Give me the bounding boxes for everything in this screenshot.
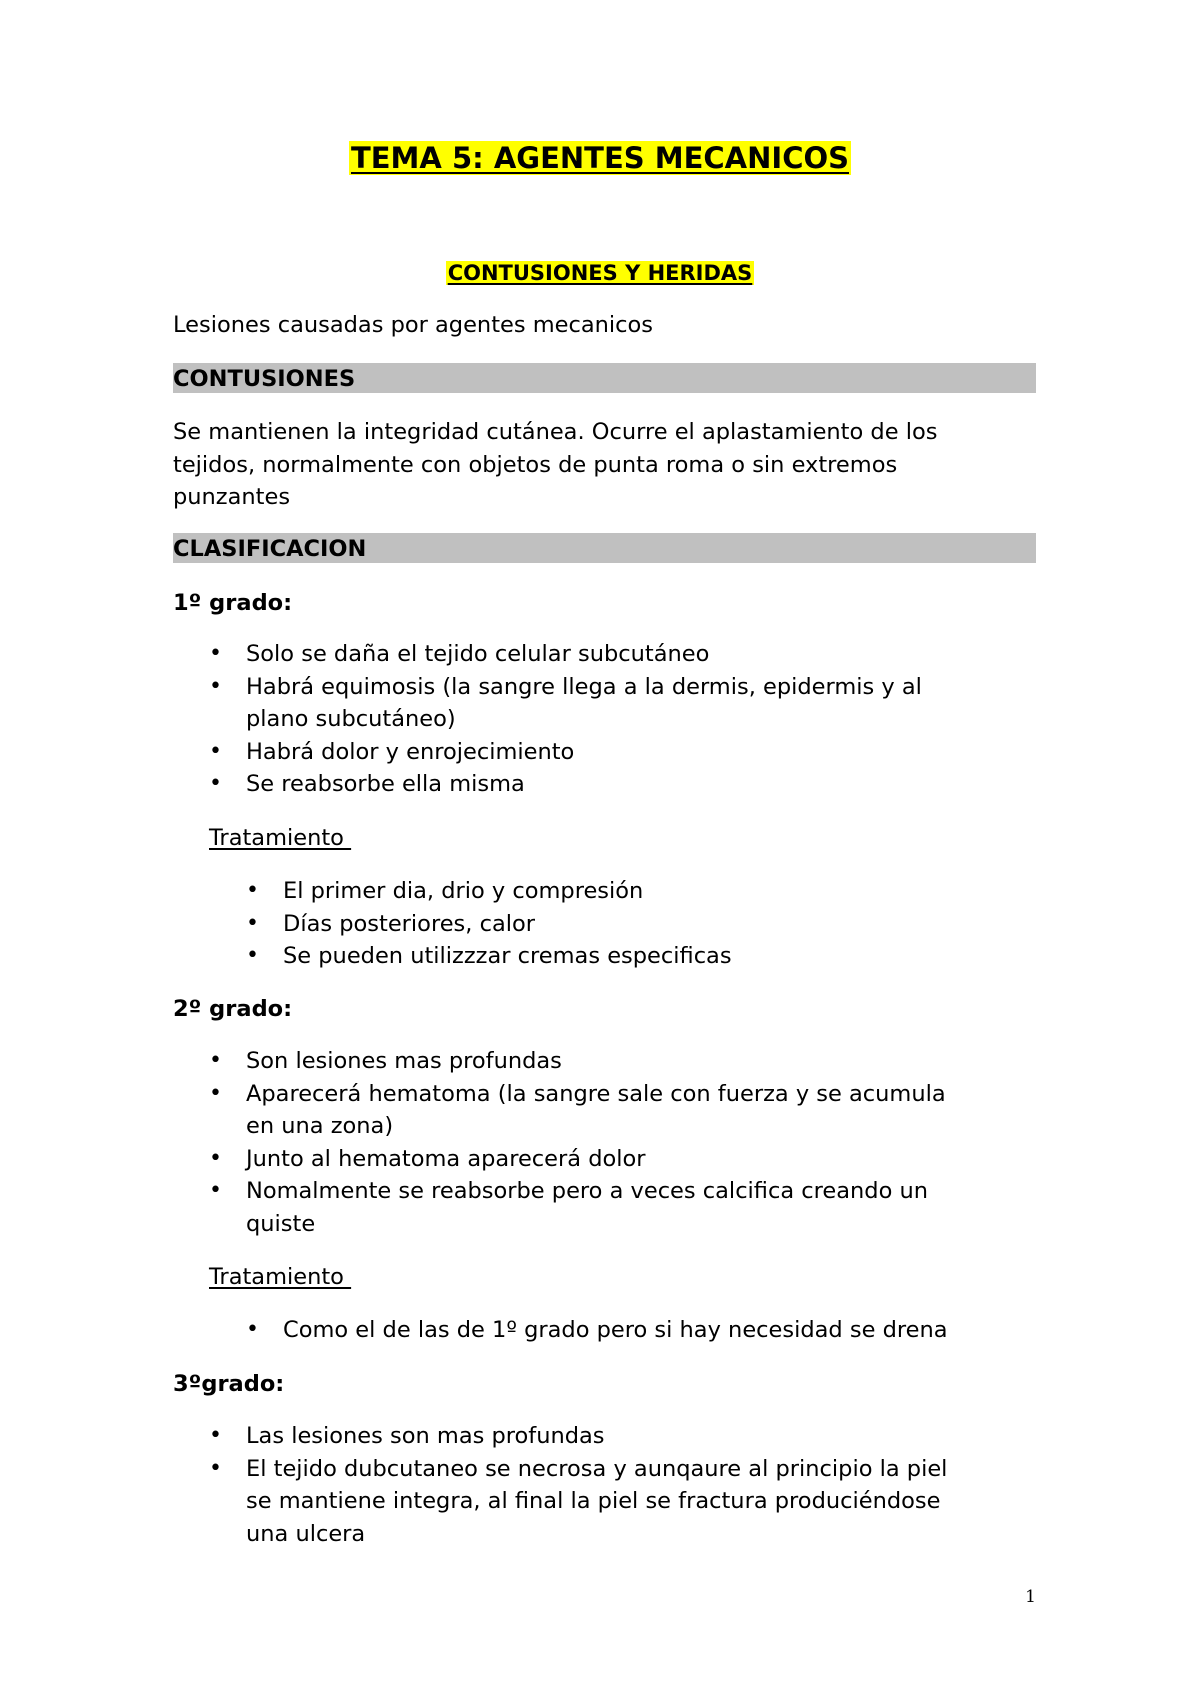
list-item: • Nomalmente se reabsorbe pero a veces calcifica creando un quiste <box>209 1175 946 1240</box>
list-item: • Se pueden utilizzzar cremas especificas <box>246 940 732 973</box>
page-number: 1 <box>1025 1587 1036 1607</box>
bullet-icon: • <box>209 1145 222 1171</box>
list-item: • Habrá equimosis (la sangre llega a la dermis, epidermis y al plano subcutáneo) <box>209 671 922 736</box>
grado-1-treatment-label: Tratamiento <box>209 825 352 851</box>
grado-1-heading: 1º grado: <box>173 590 293 616</box>
list-item: • El primer dia, drio y compresión <box>246 875 732 908</box>
title-block <box>0 141 1200 175</box>
list-item: • Las lesiones son mas profundas <box>209 1420 947 1453</box>
grado-2-list <box>209 1045 946 1240</box>
list-item: • Días posteriores, calor <box>246 908 732 941</box>
list-item: • Aparecerá hematoma (la sangre sale con fuerza y se acumula en una zona) <box>209 1078 946 1143</box>
bullet-icon: • <box>209 1455 222 1481</box>
bullet-icon: • <box>246 1317 259 1342</box>
grado-3-list <box>209 1420 947 1550</box>
bullet-icon: • <box>209 1423 222 1448</box>
grado-2-treatment-label: Tratamiento <box>209 1264 352 1290</box>
grado-2-treatment-list <box>246 1314 948 1347</box>
list-item: • Habrá dolor y enrojecimiento <box>209 736 922 769</box>
grado-1-treatment-list <box>246 875 732 973</box>
list-item: • Se reabsorbe ella misma <box>209 768 922 801</box>
grado-3-heading: 3ºgrado: <box>173 1371 285 1397</box>
list-item: • Como el de las de 1º grado pero si hay necesidad se drena <box>246 1314 948 1347</box>
bullet-icon: • <box>209 1048 222 1073</box>
bullet-icon: • <box>246 943 259 968</box>
list-item: • Son lesiones mas profundas <box>209 1045 946 1078</box>
bullet-icon: • <box>209 673 222 699</box>
list-item: • Solo se daña el tejido celular subcutáneo <box>209 638 922 671</box>
grado-1-list <box>209 638 922 801</box>
section-heading-contusiones: CONTUSIONES <box>173 363 1036 393</box>
document-subtitle: CONTUSIONES Y HERIDAS <box>447 261 753 285</box>
list-item: • El tejido dubcutaneo se necrosa y aunqaure al principio la piel se mantiene integra, al final la piel se fractura produciéndose una ulcera <box>209 1453 947 1551</box>
bullet-icon: • <box>209 738 222 764</box>
bullet-icon: • <box>209 1080 222 1106</box>
bullet-icon: • <box>209 771 222 796</box>
section-heading-clasificacion: CLASIFICACION <box>173 533 1036 563</box>
bullet-icon: • <box>209 1178 222 1203</box>
bullet-icon: • <box>246 878 259 903</box>
intro-text: Lesiones causadas por agentes mecanicos <box>173 312 654 338</box>
paragraph-line: tejidos, normalmente con objetos de punta roma o sin extremos <box>173 451 898 478</box>
bullet-icon: • <box>209 641 222 666</box>
document-title: TEMA 5: AGENTES MECANICOS <box>350 141 850 175</box>
paragraph-line: Se mantienen la integridad cutánea. Ocurre el aplastamiento de los <box>173 419 938 445</box>
subtitle-block <box>0 260 1200 286</box>
contusiones-paragraph <box>173 416 937 514</box>
grado-2-heading: 2º grado: <box>173 996 293 1022</box>
paragraph-line: punzantes <box>173 484 291 510</box>
list-item: • Junto al hematoma aparecerá dolor <box>209 1143 946 1176</box>
bullet-icon: • <box>246 910 259 936</box>
